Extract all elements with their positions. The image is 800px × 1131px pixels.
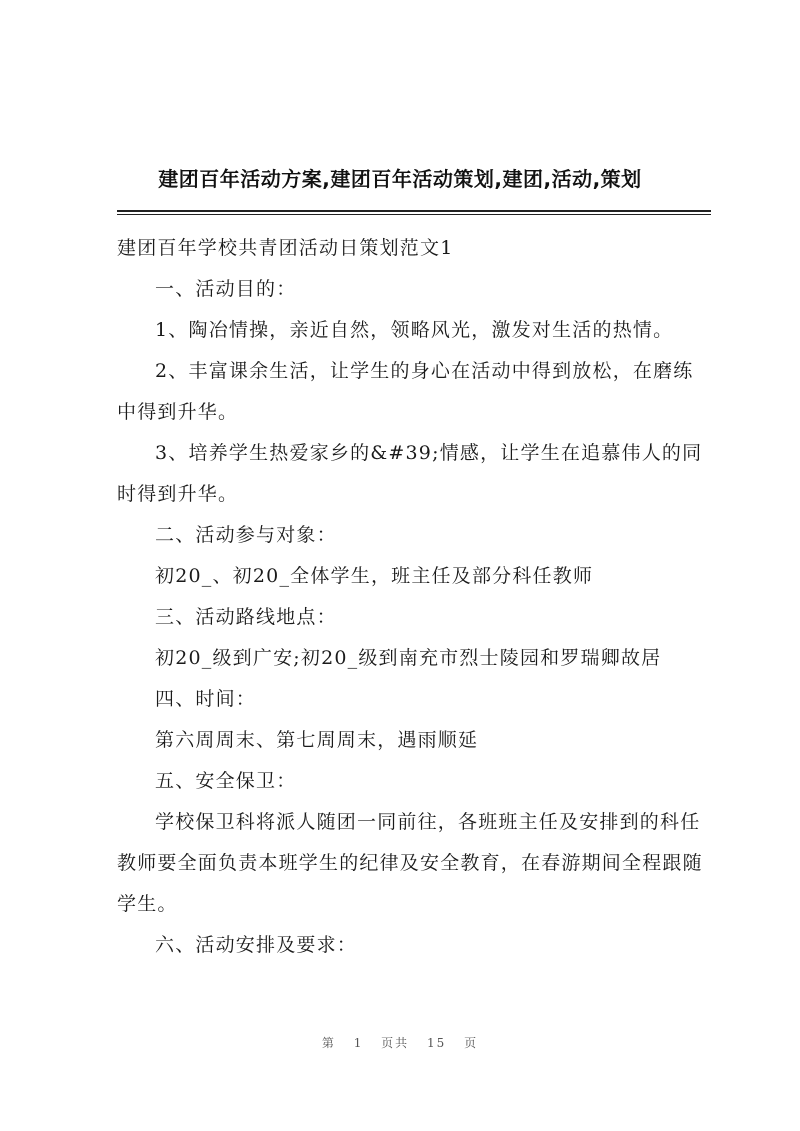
footer-total-pages: 15 bbox=[427, 1036, 447, 1050]
section-heading-time: 四、时间： bbox=[155, 688, 257, 710]
purpose-item-1: 1、陶冶情操，亲近自然，领略风光，激发对生活的热情。 bbox=[155, 319, 674, 341]
footer-label-of: 页共 bbox=[381, 1036, 410, 1050]
footer-label-page: 第 bbox=[321, 1036, 336, 1050]
footer-current-page: 1 bbox=[353, 1036, 364, 1050]
document-title: 建团百年活动方案,建团百年活动策划,建团,活动,策划 bbox=[158, 167, 642, 191]
section-heading-safety: 五、安全保卫： bbox=[155, 770, 297, 792]
page-footer bbox=[0, 1034, 800, 1051]
paragraph-heading: 建团百年学校共青团活动日策划范文1 bbox=[117, 237, 454, 259]
section-heading-purpose: 一、活动目的： bbox=[155, 278, 297, 300]
section-heading-arrangement: 六、活动安排及要求： bbox=[155, 934, 358, 956]
time-text: 第六周周末、第七周周末，遇雨顺延 bbox=[155, 729, 479, 751]
section-heading-route: 三、活动路线地点： bbox=[155, 606, 337, 628]
route-text: 初20_级到广安;初20_级到南充市烈士陵园和罗瑞卿故居 bbox=[155, 647, 662, 669]
title-divider-thick bbox=[117, 210, 711, 212]
purpose-item-3: 3、培养学生热爱家乡的&#39;情感，让学生在追慕伟人的同时得到升华。 bbox=[117, 442, 703, 505]
section-heading-participants: 二、活动参与对象： bbox=[155, 524, 337, 546]
document-body bbox=[117, 228, 711, 966]
participants-text: 初20_、初20_全体学生，班主任及部分科任教师 bbox=[155, 565, 594, 587]
title-divider-thin bbox=[117, 214, 711, 215]
purpose-item-2: 2、丰富课余生活，让学生的身心在活动中得到放松，在磨练中得到升华。 bbox=[117, 360, 694, 423]
safety-text: 学校保卫科将派人随团一同前往，各班班主任及安排到的科任教师要全面负责本班学生的纪律及安全教育，在春游期间全程跟随学生。 bbox=[117, 811, 703, 915]
footer-label-pages: 页 bbox=[464, 1036, 479, 1050]
